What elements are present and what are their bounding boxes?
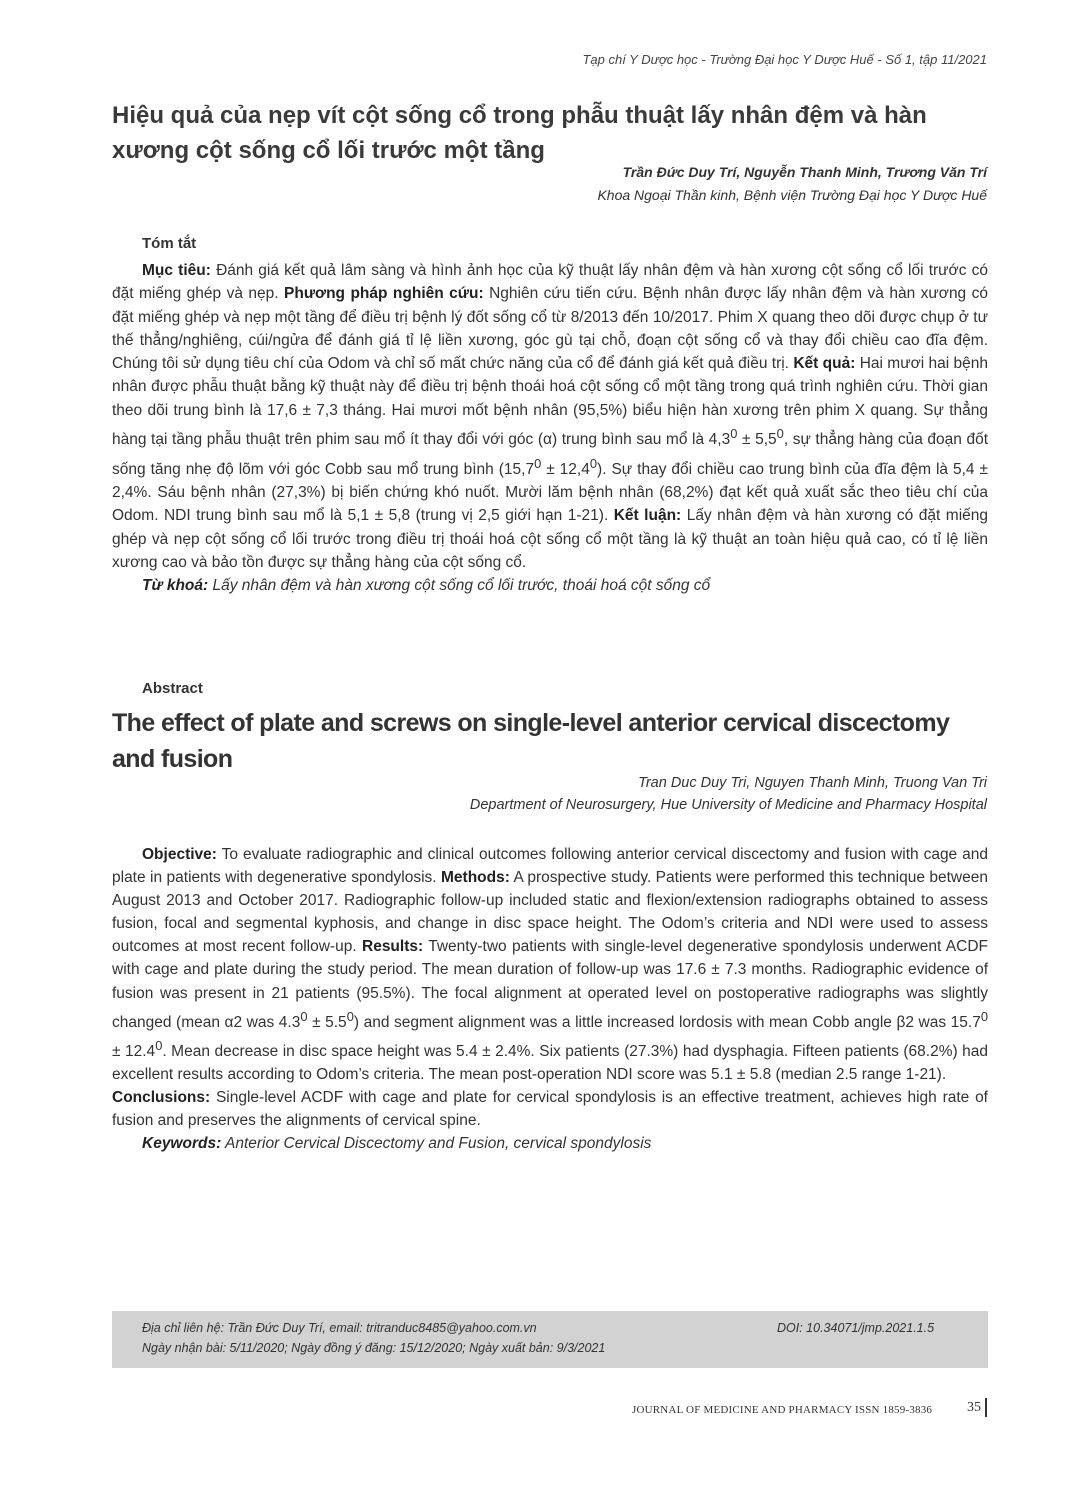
- en-results-text: ± 5.5: [307, 1013, 347, 1031]
- en-abstract-heading: Abstract: [142, 680, 203, 697]
- en-methods-label: Methods:: [441, 869, 510, 887]
- vi-article-title: Hiệu quả của nẹp vít cột sống cổ trong phẫu thuật lấy nhân đệm và hàn xương cột sống cổ lối trước một tầng: [112, 102, 927, 164]
- en-conclusion-text: Single-level ACDF with cage and plate for cervical spondylosis is an effective treatment, achieves high rate of fusion and preserves the alignments of cervical spine.: [112, 1089, 988, 1130]
- en-results-text: ) and segment alignment was a little increased lordosis with mean Cobb angle β2 was 15.7: [353, 1013, 981, 1031]
- contact-doi: DOI: 10.34071/jmp.2021.1.5: [777, 1321, 935, 1335]
- en-affiliation: Department of Neurosurgery, Hue University of Medicine and Pharmacy Hospital: [469, 797, 987, 813]
- vi-conclusion-label: Kết luận:: [613, 507, 682, 525]
- vi-keywords: [112, 574, 988, 597]
- en-objective-text: To evaluate radiographic and clinical outcomes following anterior cervical discectomy and fusion with cage and plate in patients with degenerative spondylosis.: [112, 846, 988, 887]
- contact-box: [112, 1311, 988, 1368]
- en-keywords-text: Anterior Cervical Discectomy and Fusion, cervical spondylosis: [221, 1135, 652, 1153]
- footer-journal: JOURNAL OF MEDICINE AND PHARMACY ISSN 1859-3836: [632, 1404, 933, 1416]
- vi-abstract-heading: Tóm tắt: [142, 235, 197, 252]
- vi-results-text: ). Sự thay đổi chiều cao trung bình của đĩa đệm là 5,4 ± 2,4%. Sáu bệnh nhân (27,3%) bị biến chứng khó nuốt. Mười lăm bệnh nhân (68,2%) đạt kết quả xuất sắc theo tiêu chí của Odom. NDI trung bình sau mổ là 5,1 ± 5,8 (trung vị 2,5 giới hạn 1-21).: [112, 460, 988, 525]
- vi-methods-text: Nghiên cứu tiến cứu. Bệnh nhân được lấy nhân đệm và hàn xương có đặt miếng ghép và nẹp một tầng để điều trị bệnh lý đốt sống cổ từ 8/2013 đến 10/2017. Phim X quang theo dõi được chụp ở tư thế thẳng/nghiêng, cúi/ngửa để đánh giá tỉ lệ liền xương, góc gù tại chỗ, đoạn cột sống cổ và thay đổi chiều cao đĩa đệm. Chúng tôi sử dụng tiêu chí của Odom và chỉ số mất chức năng của cổ để đánh giá kết quả điều trị.: [112, 285, 988, 373]
- vi-results-text: ± 12,4: [541, 460, 590, 478]
- degree-sup: 0: [300, 1008, 308, 1024]
- en-results-text: Twenty-two patients with single-level degenerative spondylosis underwent ACDF with cage and plate during the study period. The mean duration of follow-up was 17.6 ± 7.3 months. Radiographic evidence of fusion was present in 21 patients (95.5%). The focal alignment at operated level on postoperative radiographs was slightly changed (mean α2 was 4.3: [112, 938, 988, 1031]
- degree-sup: 0: [534, 455, 542, 471]
- vi-abstract-body: [112, 259, 988, 597]
- vi-objective-label: Mục tiêu:: [142, 262, 211, 279]
- en-abstract-body: [112, 843, 988, 1156]
- contact-address: Địa chỉ liên hệ: Trần Đức Duy Trí, email: tritranduc8485@yahoo.com.vn: [142, 1321, 537, 1335]
- vi-methods-label: Phương pháp nghiên cứu:: [284, 285, 484, 303]
- degree-sup: 0: [980, 1008, 989, 1024]
- vi-objective-text: Đánh giá kết quả lâm sàng và hình ảnh học của kỹ thuật lấy nhân đệm và hàn xương cột sống cổ lối trước có đặt miếng ghép và nẹp.: [112, 262, 988, 303]
- en-article-title: The effect of plate and screws on single-level anterior cervical discectomy and fusion: [112, 709, 950, 773]
- vi-conclusion-text: Lấy nhân đệm và hàn xương có đặt miếng ghép và nẹp cột sống cổ lối trước trong điều trị thoái hoá cột sống cổ một tầng là kỹ thuật an toàn hiệu quả cao, có tỉ lệ liền xương cao và bảo tồn được sự thẳng hàng của cột sống cổ.: [112, 507, 989, 571]
- en-keywords: [112, 1132, 988, 1155]
- footer-page-number: 35: [967, 1400, 981, 1415]
- en-methods-text: A prospective study. Patients were performed this technique between August 2013 and October 2017. Radiographic follow-up included static and flexion/extension radiographs obtained to assess fusion, focal and segmental kyphosis, and change in disc space height. The Odom’s criteria and NDI were used to assess outcomes at most recent follow-up.: [112, 869, 988, 956]
- en-objective-label: Objective:: [142, 846, 217, 863]
- vi-results-label: Kết quả:: [793, 355, 856, 373]
- degree-sup: 0: [346, 1008, 354, 1024]
- vi-results-text: , sự thẳng hàng của đoạn đốt sống tăng nhẹ độ lõm với góc Cobb sau mổ trung bình (15,7: [112, 431, 988, 478]
- en-authors: Tran Duc Duy Tri, Nguyen Thanh Minh, Truong Van Tri: [638, 775, 987, 791]
- en-keywords-label: Keywords:: [142, 1135, 222, 1153]
- en-conclusion-label: Conclusions:: [112, 1089, 211, 1107]
- vi-authors: Trần Đức Duy Trí, Nguyễn Thanh Minh, Trương Văn Trí: [622, 164, 987, 180]
- en-abstract-paragraph: [112, 843, 988, 1132]
- degree-sup: 0: [730, 426, 738, 442]
- en-results-label: Results:: [362, 938, 424, 956]
- vi-results-text: ± 5,5: [737, 431, 777, 449]
- vi-keywords-label: Từ khoá:: [142, 577, 209, 595]
- vi-results-text: Hai mươi hai bệnh nhân được phẫu thuật bằng kỹ thuật này để điều trị bệnh thoái hoá cột sống cổ một tầng trong quá trình nghiên cứu. Thời gian theo dõi trung bình là 17,6 ± 7,3 tháng. Hai mươi mốt bệnh nhân (95,5%) biểu hiện hàn xương trên phim X quang. Sự thẳng hàng tại tầng phẫu thuật trên phim sau mổ ít thay đổi với góc (α) trung bình sau mổ là 4,3: [112, 355, 989, 449]
- en-results-text: ± 12.4: [112, 1043, 156, 1061]
- degree-sup: 0: [589, 455, 598, 471]
- running-header: Tạp chí Y Dược học - Trường Đại học Y Dược Huế - Số 1, tập 11/2021: [582, 52, 987, 67]
- en-results-text: . Mean decrease in disc space height was 5.4 ± 2.4%. Six patients (27.3%) had dysphagia. Fifteen patients (68.2%) had excellent results according to Odom’s criteria. The mean post-operation NDI score was 5.1 ± 5.8 (median 2.5 range 1-21).: [112, 1043, 989, 1084]
- degree-sup: 0: [776, 426, 784, 442]
- vi-keywords-text: Lấy nhân đệm và hàn xương cột sống cổ lối trước, thoái hoá cột sống cổ: [208, 577, 711, 595]
- footer-divider: [985, 1398, 987, 1417]
- contact-dates: Ngày nhận bài: 5/11/2020; Ngày đồng ý đăng: 15/12/2020; Ngày xuất bản: 9/3/2021: [142, 1341, 606, 1355]
- vi-affiliation: Khoa Ngoại Thần kinh, Bệnh viện Trường Đại học Y Dược Huế: [597, 187, 987, 203]
- degree-sup: 0: [155, 1037, 163, 1053]
- vi-abstract-paragraph: [112, 259, 988, 574]
